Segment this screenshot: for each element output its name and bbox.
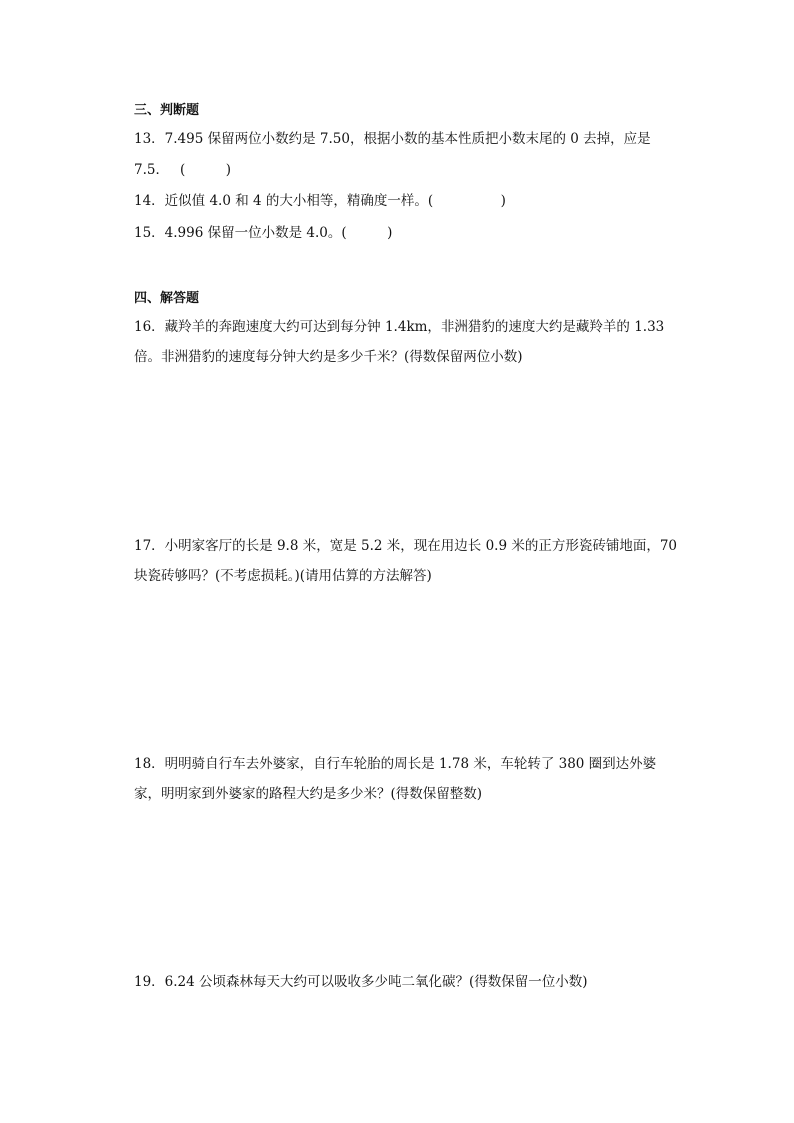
question-16-line-1: 16．藏羚羊的奔跑速度大约可达到每分钟 1.4km，非洲猎豹的速度大约是藏羚羊的 1.33 xyxy=(134,319,665,335)
question-13-line-1: 13．7.495 保留两位小数约是 7.50，根据小数的基本性质把小数末尾的 0 去掉，应是 xyxy=(134,131,651,147)
question-19: 19．6.24 公顷森林每天大约可以吸收多少吨二氧化碳？(得数保留一位小数) xyxy=(134,974,588,990)
question-17-line-2: 块瓷砖够吗？(不考虑损耗。)(请用估算的方法解答) xyxy=(134,568,432,584)
question-14: 14．近似值 4.0 和 4 的大小相等，精确度一样。( ) xyxy=(134,193,506,209)
question-15: 15．4.996 保留一位小数是 4.0。( ) xyxy=(134,225,393,241)
section-heading-judgment: 三、判断题 xyxy=(134,103,200,118)
question-16-line-2: 倍。非洲猎豹的速度每分钟大约是多少千米？(得数保留两位小数) xyxy=(134,349,523,365)
question-18-line-2: 家，明明家到外婆家的路程大约是多少米？(得数保留整数) xyxy=(134,786,483,802)
question-13-line-2: 7.5． ( ) xyxy=(134,162,232,178)
question-18-line-1: 18．明明骑自行车去外婆家，自行车轮胎的周长是 1.78 米，车轮转了 380 圈到达外婆 xyxy=(134,756,657,772)
question-17-line-1: 17．小明家客厅的长是 9.8 米，宽是 5.2 米，现在用边长 0.9 米的正方形瓷砖铺地面，70 xyxy=(134,538,678,554)
section-heading-solve: 四、解答题 xyxy=(134,291,200,306)
